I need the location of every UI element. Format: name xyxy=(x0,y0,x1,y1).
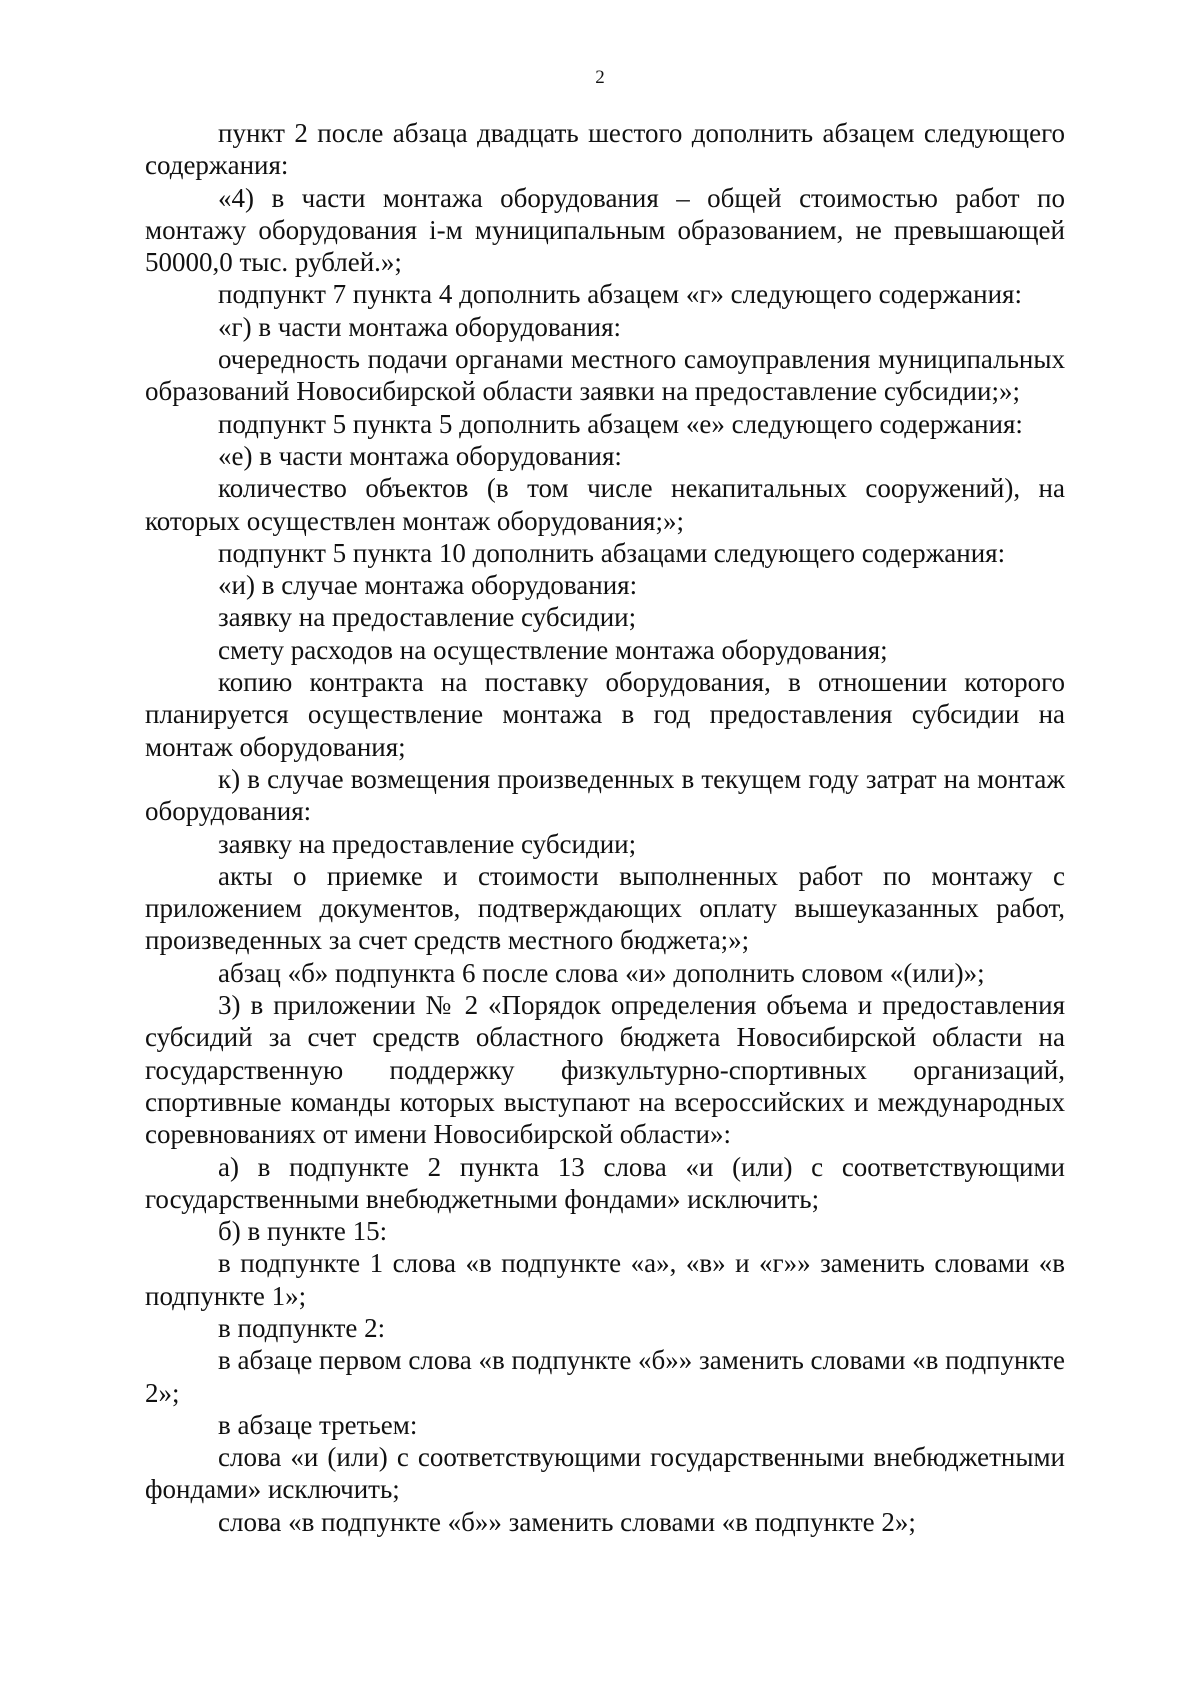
paragraph: б) в пункте 15: xyxy=(218,1216,388,1247)
paragraph: «е) в части монтажа оборудования: xyxy=(218,440,622,471)
paragraph: подпункт 7 пункта 4 дополнить абзацем «г» следующего содержания: xyxy=(218,279,1022,310)
paragraph: копию контракта на поставку оборудования, в отношении которого планируется осуществление монтажа в год предоставления субсидии на монтаж оборудования; xyxy=(145,667,1065,762)
paragraph: абзац «б» подпункта 6 после слова «и» дополнить словом «(или)»; xyxy=(218,957,985,988)
paragraph: а) в подпункте 2 пункта 13 слова «и (или) с соответствующими государственными внебюджетными фондами» исключить; xyxy=(145,1151,1065,1214)
document-body xyxy=(145,117,1065,1538)
paragraph: «г) в части монтажа оборудования: xyxy=(218,311,622,342)
paragraph: в абзаце третьем: xyxy=(218,1409,418,1440)
paragraph: количество объектов (в том числе некапитальных сооружений), на которых осуществлен монтаж оборудования;»; xyxy=(145,473,1065,536)
paragraph: «и) в случае монтажа оборудования: xyxy=(218,570,638,601)
paragraph: заявку на предоставление субсидии; xyxy=(218,602,637,633)
paragraph: смету расходов на осуществление монтажа оборудования; xyxy=(218,634,888,665)
paragraph: акты о приемке и стоимости выполненных работ по монтажу с приложением документов, подтверждающих оплату вышеуказанных работ, произведенных за счет средств местного бюджета;»; xyxy=(145,860,1065,956)
paragraph: в абзаце первом слова «в подпункте «б»» заменить словами «в подпункте 2»; xyxy=(145,1345,1065,1408)
paragraph: к) в случае возмещения произведенных в текущем году затрат на монтаж оборудования: xyxy=(145,763,1065,827)
paragraph: подпункт 5 пункта 10 дополнить абзацами следующего содержания: xyxy=(218,537,1006,568)
paragraph: 3) в приложении № 2 «Порядок определения объема и предоставления субсидий за счет средств областного бюджета Новосибирской области на государственную поддержку физкультурно-спортивных организаций, спортивные команды которых выступают на всероссийских и международных соревнованиях от имени Новосибирской области»: xyxy=(145,990,1065,1150)
paragraph: «4) в части монтажа оборудования – общей стоимостью работ по монтажу оборудования i-м муниципальным образованием, не превышающей 50000,0 тыс. рублей.»; xyxy=(145,182,1065,278)
paragraph: заявку на предоставление субсидии; xyxy=(218,828,637,859)
paragraph: слова «и (или) с соответствующими государственными внебюджетными фондами» исключить; xyxy=(145,1442,1065,1505)
paragraph: в подпункте 2: xyxy=(218,1312,386,1343)
paragraph: подпункт 5 пункта 5 дополнить абзацем «е» следующего содержания: xyxy=(218,408,1023,439)
page-number: 2 xyxy=(595,67,605,88)
paragraph: в подпункте 1 слова «в подпункте «а», «в» и «г»» заменить словами «в подпункте 1»; xyxy=(145,1248,1065,1311)
paragraph: очередность подачи органами местного самоуправления муниципальных образований Новосибирской области заявки на предоставление субсидии;»; xyxy=(145,344,1065,407)
paragraph: пункт 2 после абзаца двадцать шестого дополнить абзацем следующего содержания: xyxy=(145,118,1065,181)
paragraph: слова «в подпункте «б»» заменить словами «в подпункте 2»; xyxy=(218,1506,916,1537)
